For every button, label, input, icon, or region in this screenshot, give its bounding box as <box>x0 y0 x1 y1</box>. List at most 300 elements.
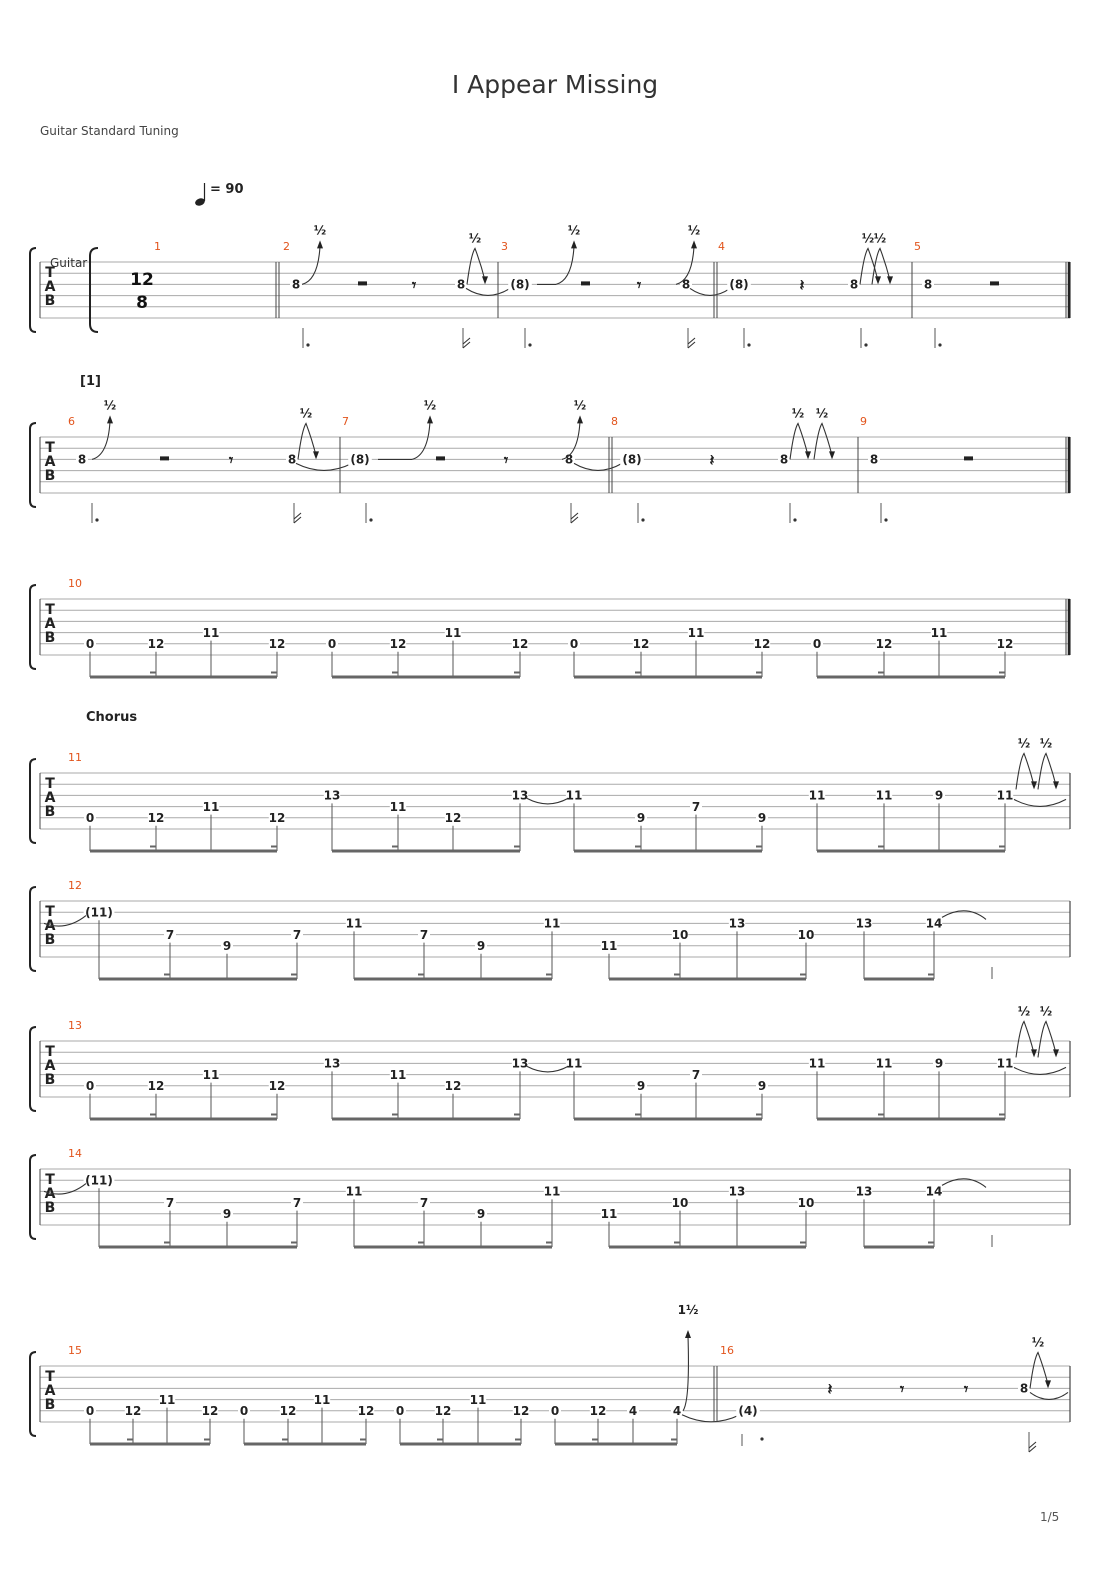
slide-tie <box>527 1066 568 1072</box>
bend-amount: ½ <box>567 223 581 238</box>
note-flag <box>463 338 470 348</box>
note-dot <box>864 343 867 346</box>
beam-stub <box>756 672 762 674</box>
release-arrow <box>1053 781 1059 789</box>
bend-amount: 1½ <box>677 1303 699 1317</box>
tab-clef-letter: T <box>45 1044 55 1061</box>
staff-bracket <box>30 248 36 332</box>
rest-symbol: 𝄽 <box>799 275 805 295</box>
fret-number: 9 <box>636 811 646 826</box>
note-dot <box>793 518 796 521</box>
bend-release-curve <box>872 248 890 284</box>
fret-number: 8 <box>77 452 87 467</box>
note-beam <box>864 978 934 981</box>
tie <box>1014 1067 1066 1074</box>
fret-number: 13 <box>323 788 341 803</box>
tab-clef-letter: A <box>44 279 56 296</box>
fret-number: 8 <box>779 452 789 467</box>
fret-number: 14 <box>925 916 943 931</box>
fret-number: 11 <box>687 625 705 640</box>
fret-number: 9 <box>222 939 232 954</box>
note-beam <box>354 978 552 981</box>
measure-number: 10 <box>68 577 82 590</box>
note-flag <box>294 513 301 523</box>
rest-symbol: 𝄾 <box>963 1379 969 1399</box>
fret-number: 9 <box>934 788 944 803</box>
tab-clef-letter: B <box>44 630 56 647</box>
fret-number: 11 <box>158 1392 176 1407</box>
fret-number: 11 <box>875 1056 893 1071</box>
measure-number: 5 <box>914 240 921 253</box>
beam-stub <box>592 1439 598 1441</box>
beam-stub <box>150 672 156 674</box>
fret-number: 12 <box>147 811 165 826</box>
fret-number: 8 <box>869 452 879 467</box>
tab-clef-letter: A <box>44 790 56 807</box>
beam-stub <box>271 1114 277 1116</box>
note-beam <box>90 1118 277 1121</box>
bend-amount: ½ <box>815 406 829 421</box>
note-dot <box>306 343 309 346</box>
note-dot <box>760 1437 763 1440</box>
note-beam <box>609 1246 806 1249</box>
rest-symbol: 𝄾 <box>636 275 642 295</box>
fret-number: 8 <box>287 452 297 467</box>
bend-curve <box>302 246 320 284</box>
fret-number: 12 <box>632 637 650 652</box>
bend-arrow <box>427 415 433 423</box>
note-beam <box>574 676 762 679</box>
fret-number: 11 <box>313 1392 331 1407</box>
fret-number: 11 <box>996 1056 1014 1071</box>
slide-tie <box>527 798 568 804</box>
tie <box>296 463 352 470</box>
bend-arrow <box>107 415 113 423</box>
fret-number: 12 <box>512 1404 530 1419</box>
fret-number: 11 <box>202 625 220 640</box>
rest-bar <box>581 281 590 285</box>
release-arrow <box>875 276 881 284</box>
beam-stub <box>437 1439 443 1441</box>
rest-bar <box>436 456 445 460</box>
note-beam <box>332 850 520 853</box>
instrument-label: Guitar <box>50 256 88 270</box>
fret-number: 11 <box>875 788 893 803</box>
note-beam <box>817 850 1005 853</box>
tab-clef-letter: A <box>44 918 56 935</box>
beam-stub <box>999 1114 1005 1116</box>
beam-stub <box>878 1114 884 1116</box>
fret-number: 7 <box>165 1195 175 1210</box>
instrument-brace <box>90 248 98 332</box>
bend-amount: ½ <box>573 398 587 413</box>
fret-number: 9 <box>476 939 486 954</box>
fret-number: 10 <box>797 1195 815 1210</box>
measure-number: 11 <box>68 751 82 764</box>
tab-clef-letter: T <box>45 1369 55 1386</box>
note-dot <box>641 518 644 521</box>
tie <box>574 463 622 470</box>
measure-number: 15 <box>68 1344 82 1357</box>
fret-number: 9 <box>934 1056 944 1071</box>
tie <box>682 1415 740 1422</box>
beam-stub <box>291 974 297 976</box>
beam-stub <box>418 974 424 976</box>
fret-number: 7 <box>165 927 175 942</box>
beam-stub <box>514 672 520 674</box>
fret-number: 11 <box>996 788 1014 803</box>
fret-number: 9 <box>757 811 767 826</box>
fret-number: 12 <box>444 811 462 826</box>
beam-stub <box>756 1114 762 1116</box>
fret-number: 11 <box>543 1184 561 1199</box>
beam-stub <box>150 1114 156 1116</box>
fret-number: 0 <box>327 637 337 652</box>
fret-number: 12 <box>444 1079 462 1094</box>
beam-stub <box>674 1242 680 1244</box>
fret-number: 7 <box>691 1067 701 1082</box>
beam-stub <box>392 846 398 848</box>
tie <box>466 288 510 295</box>
beam-stub <box>515 1439 521 1441</box>
beam-stub <box>271 846 277 848</box>
release-arrow <box>1031 1049 1037 1057</box>
bend-arrow <box>685 1330 691 1338</box>
note-beam <box>99 1246 297 1249</box>
fret-number: 14 <box>925 1184 943 1199</box>
time-sig-top: 12 <box>130 270 154 290</box>
note-beam <box>400 1443 521 1446</box>
tab-clef-letter: T <box>45 776 55 793</box>
beam-stub <box>635 672 641 674</box>
fret-number: 11 <box>345 1184 363 1199</box>
beam-stub <box>671 1439 677 1441</box>
note-beam <box>332 676 520 679</box>
bend-arrow <box>691 240 697 248</box>
tab-clef-letter: B <box>44 1072 56 1089</box>
fret-number: (4) <box>738 1404 758 1419</box>
bend-arrow <box>577 415 583 423</box>
fret-number: 8 <box>1019 1381 1029 1396</box>
fret-number: 12 <box>268 637 286 652</box>
bend-release-curve <box>298 423 316 459</box>
beam-stub <box>878 846 884 848</box>
tab-clef-letter: B <box>44 293 56 310</box>
rest-symbol: 𝄾 <box>899 1379 905 1399</box>
note-dot <box>938 343 941 346</box>
fret-number: 9 <box>222 1207 232 1222</box>
note-dot <box>528 343 531 346</box>
beam-stub <box>756 846 762 848</box>
beam-stub <box>164 974 170 976</box>
fret-number: 11 <box>444 625 462 640</box>
note-dot <box>884 518 887 521</box>
beam-stub <box>282 1439 288 1441</box>
section-marker: Chorus <box>86 710 138 725</box>
fret-number: 12 <box>147 1079 165 1094</box>
measure-number: 6 <box>68 415 75 428</box>
fret-number: 4 <box>672 1404 682 1419</box>
bend-amount: ½ <box>861 231 875 246</box>
fret-number: 11 <box>600 1207 618 1222</box>
release-arrow <box>887 276 893 284</box>
bend-amount: ½ <box>468 231 482 246</box>
fret-number: 7 <box>691 799 701 814</box>
bend-release-curve <box>814 423 832 459</box>
fret-number: 11 <box>600 939 618 954</box>
fret-number: 9 <box>636 1079 646 1094</box>
beam-stub <box>360 1439 366 1441</box>
beam-stub <box>204 1439 210 1441</box>
measure-number: 13 <box>68 1019 82 1032</box>
beam-stub <box>514 846 520 848</box>
tab-clef-letter: A <box>44 1058 56 1075</box>
note-flag <box>1029 1442 1036 1452</box>
tab-clef-letter: B <box>44 932 56 949</box>
beam-stub <box>271 672 277 674</box>
beam-stub <box>999 846 1005 848</box>
beam-stub <box>392 1114 398 1116</box>
tab-clef-letter: B <box>44 1397 56 1414</box>
tab-clef-letter: T <box>45 602 55 619</box>
bend-amount: ½ <box>299 406 313 421</box>
fret-number: 4 <box>628 1404 638 1419</box>
note-beam <box>354 1246 552 1249</box>
measure-number: 14 <box>68 1147 82 1160</box>
release-arrow <box>1045 1380 1051 1388</box>
fret-number: 7 <box>419 1195 429 1210</box>
staff-bracket <box>30 585 36 669</box>
tie <box>690 288 730 295</box>
fret-number: 11 <box>930 625 948 640</box>
fret-number: 12 <box>147 637 165 652</box>
fret-number: 11 <box>389 1067 407 1082</box>
fret-number: 0 <box>569 637 579 652</box>
note-flag <box>688 338 695 348</box>
tab-clef-letter: A <box>44 616 56 633</box>
note-beam <box>90 676 277 679</box>
fret-number: 12 <box>589 1404 607 1419</box>
staff-bracket <box>30 759 36 843</box>
fret-number: 8 <box>291 277 301 292</box>
beam-stub <box>878 672 884 674</box>
staff-bracket <box>30 423 36 507</box>
fret-number: (11) <box>85 905 113 920</box>
beam-stub <box>164 1242 170 1244</box>
note-dot <box>95 518 98 521</box>
rest-symbol: 𝄾 <box>411 275 417 295</box>
fret-number: 11 <box>543 916 561 931</box>
fret-number: 12 <box>201 1404 219 1419</box>
note-beam <box>555 1443 677 1446</box>
fret-number: 13 <box>855 916 873 931</box>
fret-number: 9 <box>476 1207 486 1222</box>
bend-release-curve <box>467 248 485 284</box>
beam-stub <box>674 974 680 976</box>
fret-number: 11 <box>808 1056 826 1071</box>
fret-number: 13 <box>511 1056 529 1071</box>
fret-number: 12 <box>268 1079 286 1094</box>
note-beam <box>574 1118 762 1121</box>
fret-number: 0 <box>85 1404 95 1419</box>
rest-bar <box>160 456 169 460</box>
page-number: 1/5 <box>1040 1510 1060 1524</box>
bend-release-curve <box>790 423 808 459</box>
fret-number: 12 <box>124 1404 142 1419</box>
time-sig-bottom: 8 <box>136 293 148 313</box>
measure-number: 8 <box>611 415 618 428</box>
note-beam <box>574 850 762 853</box>
staff-bracket <box>30 1027 36 1111</box>
note-dot <box>747 343 750 346</box>
beam-stub <box>418 1242 424 1244</box>
beam-stub <box>546 974 552 976</box>
measure-number: 1 <box>154 240 161 253</box>
tab-clef-letter: T <box>45 1172 55 1189</box>
rest-bar <box>990 281 999 285</box>
fret-number: 12 <box>389 637 407 652</box>
beam-stub <box>999 672 1005 674</box>
fret-number: 0 <box>239 1404 249 1419</box>
measure-number: 7 <box>342 415 349 428</box>
beam-stub <box>127 1439 133 1441</box>
release-arrow <box>313 451 319 459</box>
fret-number: 12 <box>357 1404 375 1419</box>
fret-number: 9 <box>757 1079 767 1094</box>
release-arrow <box>1031 781 1037 789</box>
measure-number: 12 <box>68 879 82 892</box>
fret-number: 10 <box>671 1195 689 1210</box>
beam-stub <box>635 1114 641 1116</box>
rest-bar <box>358 281 367 285</box>
bend-amount: ½ <box>313 223 327 238</box>
note-dot <box>369 518 372 521</box>
note-flag <box>571 513 578 523</box>
bend-amount: ½ <box>873 231 887 246</box>
bend-amount: ½ <box>103 398 117 413</box>
bend-curve <box>92 421 110 459</box>
beam-stub <box>928 974 934 976</box>
tab-clef-letter: T <box>45 265 55 282</box>
fret-number: 13 <box>728 916 746 931</box>
fret-number: 8 <box>681 277 691 292</box>
note-beam <box>817 676 1005 679</box>
fret-number: 8 <box>849 277 859 292</box>
bend-arrow <box>571 240 577 248</box>
fret-number: 0 <box>85 637 95 652</box>
release-arrow <box>829 451 835 459</box>
bend-amount: ½ <box>687 223 701 238</box>
tie <box>1030 1392 1068 1399</box>
fret-number: 13 <box>511 788 529 803</box>
fret-number: 0 <box>85 811 95 826</box>
fret-number: 12 <box>434 1404 452 1419</box>
note-beam <box>817 1118 1005 1121</box>
song-title: I Appear Missing <box>451 70 659 99</box>
tab-clef-letter: A <box>44 1186 56 1203</box>
fret-number: 13 <box>323 1056 341 1071</box>
bend-curve <box>412 421 430 459</box>
note-beam <box>90 1443 210 1446</box>
bend-amount: ½ <box>1017 736 1031 751</box>
measure-number: 4 <box>718 240 725 253</box>
bend-amount: ½ <box>1031 1335 1045 1350</box>
bend-amount: ½ <box>1039 736 1053 751</box>
fret-number: (11) <box>85 1173 113 1188</box>
fret-number: 12 <box>268 811 286 826</box>
section-marker: [1] <box>80 374 101 389</box>
release-arrow <box>482 276 488 284</box>
tab-clef-letter: B <box>44 468 56 485</box>
rest-symbol: 𝄽 <box>709 450 715 470</box>
bend-arrow <box>317 240 323 248</box>
fret-number: 11 <box>565 788 583 803</box>
measure-number: 9 <box>860 415 867 428</box>
fret-number: 10 <box>671 927 689 942</box>
fret-number: 0 <box>812 637 822 652</box>
beam-stub <box>546 1242 552 1244</box>
release-arrow <box>805 451 811 459</box>
note-beam <box>244 1443 366 1446</box>
staff-bracket <box>30 1352 36 1436</box>
fret-number: 8 <box>564 452 574 467</box>
fret-number: 11 <box>202 799 220 814</box>
fret-number: (8) <box>350 452 370 467</box>
measure-number: 2 <box>283 240 290 253</box>
fret-number: 7 <box>292 1195 302 1210</box>
tempo-marking: = 90 <box>210 182 244 197</box>
beam-stub <box>150 846 156 848</box>
fret-number: 7 <box>419 927 429 942</box>
fret-number: 12 <box>279 1404 297 1419</box>
beam-stub <box>392 672 398 674</box>
beam-stub <box>800 1242 806 1244</box>
fret-number: 8 <box>923 277 933 292</box>
tuning-label: Guitar Standard Tuning <box>40 124 179 138</box>
fret-number: 13 <box>728 1184 746 1199</box>
rest-symbol: 𝄾 <box>503 450 509 470</box>
fret-number: 10 <box>797 927 815 942</box>
fret-number: 11 <box>202 1067 220 1082</box>
bend-release-curve <box>1030 1352 1048 1388</box>
bend-amount: ½ <box>1039 1004 1053 1019</box>
note-beam <box>99 978 297 981</box>
note-beam <box>609 978 806 981</box>
beam-stub <box>635 846 641 848</box>
fret-number: 11 <box>565 1056 583 1071</box>
fret-number: 12 <box>753 637 771 652</box>
fret-number: 11 <box>345 916 363 931</box>
note-beam <box>864 1246 934 1249</box>
fret-number: 11 <box>389 799 407 814</box>
fret-number: 12 <box>511 637 529 652</box>
beam-stub <box>514 1114 520 1116</box>
rest-bar <box>964 456 973 460</box>
rest-symbol: 𝄾 <box>228 450 234 470</box>
beam-stub <box>291 1242 297 1244</box>
fret-number: 7 <box>292 927 302 942</box>
fret-number: (8) <box>729 277 749 292</box>
fret-number: 12 <box>875 637 893 652</box>
fret-number: 11 <box>808 788 826 803</box>
fret-number: 0 <box>85 1079 95 1094</box>
tie <box>1014 799 1066 806</box>
fret-number: 13 <box>855 1184 873 1199</box>
staff-bracket <box>30 1155 36 1239</box>
release-arrow <box>1053 1049 1059 1057</box>
bend-curve <box>556 246 574 284</box>
bend-amount: ½ <box>791 406 805 421</box>
